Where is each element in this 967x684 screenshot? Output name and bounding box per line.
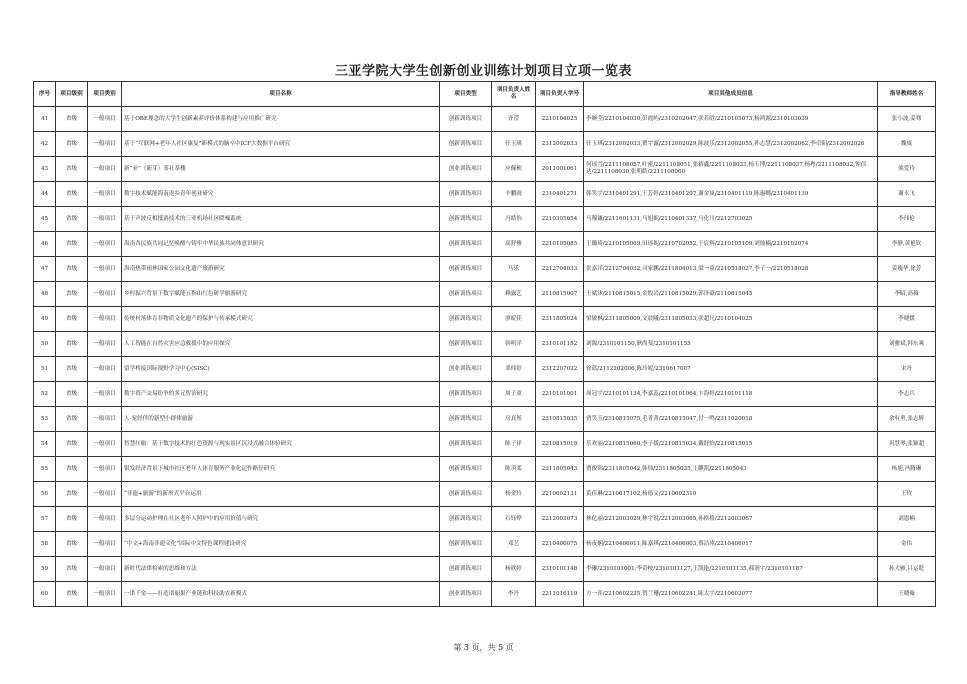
table-row: [34, 207, 936, 232]
cell-leader: 陈子祥: [492, 432, 536, 457]
table-row: [34, 182, 936, 207]
cell-category: 一般项目: [88, 132, 122, 157]
table-row: [34, 157, 936, 182]
table-row: [34, 582, 936, 607]
cell-seq: 46: [34, 232, 56, 257]
cell-name: 新时代法律检索的思维和方法: [122, 557, 440, 582]
cell-type: 创新训练项目: [440, 507, 492, 532]
cell-advisor: 李静,黄艳钦: [878, 232, 936, 257]
cell-seq: 45: [34, 207, 56, 232]
table-row: [34, 357, 936, 382]
cell-leader-id: 2210104025: [536, 107, 584, 132]
cell-members: 李婉莹/2210104030,彭霞屿/2310202047,张若晗/2210105073,杨鸿源/2310103039: [584, 107, 878, 132]
cell-seq: 60: [34, 582, 56, 607]
cell-type: 创新训练项目: [440, 207, 492, 232]
cell-leader: 廖皖佳: [492, 307, 536, 332]
cell-leader: 周子童: [492, 382, 536, 407]
cell-members: 任玉琪/2312002033,瞿宇露/2312002029,陈波乐/2312002055,孙志慧/2312002062,李卓阳/2312002026: [584, 132, 878, 157]
cell-leader-id: 2310815035: [536, 407, 584, 432]
cell-seq: 57: [34, 507, 56, 532]
header-leader: 项目负责人姓名: [492, 82, 536, 107]
table-row: [34, 282, 936, 307]
header-seq: 序号: [34, 82, 56, 107]
table-row: [34, 257, 936, 282]
cell-category: 一般项目: [88, 307, 122, 332]
cell-advisor: 杨旭,冯腾琳: [878, 457, 936, 482]
cell-level: 省级: [56, 507, 88, 532]
cell-members: 林亿丽/2212003029,林宇锐/2212003065,孙格格/2212003067: [584, 507, 878, 532]
cell-category: 一般项目: [88, 382, 122, 407]
table-row: [34, 507, 936, 532]
cell-leader-id: 2210602131: [536, 482, 584, 507]
cell-category: 一般项目: [88, 107, 122, 132]
cell-type: 创新训练项目: [440, 557, 492, 582]
cell-leader-id: 2210305054: [536, 207, 584, 232]
cell-seq: 54: [34, 432, 56, 457]
cell-type: 创新训练项目: [440, 432, 492, 457]
cell-category: 一般项目: [88, 432, 122, 457]
cell-members: 乐欢丽/2210815060,李子媛/2210815034,戴舒怡/2210815015: [584, 432, 878, 457]
cell-leader: 任玉琪: [492, 132, 536, 157]
cell-type: 创新训练项目: [440, 307, 492, 332]
cell-level: 省级: [56, 432, 88, 457]
cell-leader-id: 2311805024: [536, 307, 584, 332]
cell-level: 省级: [56, 407, 88, 432]
page-number: 第 3 页，共 5 页: [453, 643, 514, 652]
cell-type: 创新训练项目: [440, 107, 492, 132]
cell-seq: 53: [34, 407, 56, 432]
cell-type: 创新训练项目: [440, 232, 492, 257]
cell-name: 基于声波反相抵消技术的三亚机场社区降噪系统: [122, 207, 440, 232]
cell-advisor: 李志兵: [878, 382, 936, 407]
cell-name: 新“亚”（新芽）茶社茶楼: [122, 157, 440, 182]
cell-type: 创新训练项目: [440, 132, 492, 157]
table-header-row: [34, 82, 936, 107]
cell-seq: 55: [34, 457, 56, 482]
cell-level: 省级: [56, 132, 88, 157]
cell-name: 银发经济背景下城市社区老年人体育服务产业化运作路径研究: [122, 457, 440, 482]
cell-leader-id: 2210815018: [536, 432, 584, 457]
cell-category: 一般项目: [88, 407, 122, 432]
cell-advisor: 刘恩楠: [878, 507, 936, 532]
table-row: [34, 532, 936, 557]
table-row: [34, 232, 936, 257]
table-row: [34, 432, 936, 457]
cell-advisor: 姜瑰华,徐芳: [878, 257, 936, 282]
cell-category: 一般项目: [88, 507, 122, 532]
cell-leader: 应佩桢: [492, 157, 536, 182]
cell-seq: 52: [34, 382, 56, 407]
cell-advisor: 魏威: [878, 132, 936, 157]
cell-category: 一般项目: [88, 582, 122, 607]
table-row: [34, 132, 936, 157]
cell-seq: 58: [34, 532, 56, 557]
cell-members: 何瑶雪/2211108057,叶密/2211108051,张裕鑫/2211108033,杨玉博/2211108037,杨粤/2211108032,钟伟达/2211108030,张明皓/2211108060: [584, 157, 878, 182]
cell-category: 一般项目: [88, 282, 122, 307]
cell-leader-id: 2210101001: [536, 382, 584, 407]
cell-advisor: 谢永飞: [878, 182, 936, 207]
cell-leader-id: 2310101152: [536, 332, 584, 357]
cell-category: 一般项目: [88, 157, 122, 182]
cell-level: 省级: [56, 357, 88, 382]
cell-advisor: 余有勇,张志辉: [878, 407, 936, 432]
cell-level: 省级: [56, 557, 88, 582]
cell-advisor: 李昭,高薇: [878, 282, 936, 307]
cell-leader: 齐滢: [492, 107, 536, 132]
cell-leader-id: 2011001061: [536, 157, 584, 182]
cell-level: 省级: [56, 382, 88, 407]
cell-advisor: 李晓媛: [878, 307, 936, 332]
cell-advisor: 宋丹: [878, 357, 936, 382]
cell-seq: 50: [34, 332, 56, 357]
cell-members: 刘源/2310101150,耿尚斐/2310101155: [584, 332, 878, 357]
cell-level: 省级: [56, 157, 88, 182]
cell-members: 韩笑宇/2310401291,王芳婷/2310401207,谢金岚/2310401119,陈惠卿/2310401139: [584, 182, 878, 207]
cell-advisor: 王玫: [878, 482, 936, 507]
cell-advisor: 张小波,姜骞: [878, 107, 936, 132]
cell-level: 省级: [56, 257, 88, 282]
cell-level: 省级: [56, 332, 88, 357]
cell-leader: 石钰烨: [492, 507, 536, 532]
cell-type: 创新训练项目: [440, 482, 492, 507]
cell-leader-id: 2310101148: [536, 557, 584, 582]
table-row: [34, 557, 936, 582]
cell-category: 一般项目: [88, 482, 122, 507]
cell-leader: 杨金玲: [492, 482, 536, 507]
cell-members: 王斌沐/2110815015,金殷岩/2110815029,郭泽豪/2110815045: [584, 282, 878, 307]
cell-members: 周冠宇/2210101134,李嘉蕊/2210101064,卞海婷/2210101118: [584, 382, 878, 407]
cell-category: 一般项目: [88, 357, 122, 382]
cell-members: 梁敏枫/2311805009,文晨曦/2311805033,张超凡/2110104025: [584, 307, 878, 332]
cell-level: 省级: [56, 582, 88, 607]
cell-advisor: 孙大雁,吕运乾: [878, 557, 936, 582]
cell-name: 智慧红旅：基于数字技术的红色资源与现实景区沉浸式融合体验研究: [122, 432, 440, 457]
cell-level: 省级: [56, 307, 88, 332]
cell-members: 杨夜娴/2210406011,陈嘉琪/2210406003,蔡洁冰/2210406017: [584, 532, 878, 557]
cell-seq: 51: [34, 357, 56, 382]
cell-type: 创新训练项目: [440, 407, 492, 432]
cell-advisor: 李玮伦: [878, 207, 936, 232]
cell-leader-id: 2210406075: [536, 532, 584, 557]
cell-type: 创新训练项目: [440, 457, 492, 482]
cell-advisor: 巩慧琴,张颖超: [878, 432, 936, 457]
cell-members: 贾笑玉/2310815075,毛菁菁/2210815047,付一鸣/2311020018: [584, 407, 878, 432]
cell-leader-id: 2312207022: [536, 357, 584, 382]
cell-name: 基于“互联网+老年人社区康复”新模式的脑卒中ICF大数据平台研究: [122, 132, 440, 157]
cell-leader-id: 2211016119: [536, 582, 584, 607]
cell-level: 省级: [56, 457, 88, 482]
cell-type: 创新训练项目: [440, 332, 492, 357]
cell-seq: 56: [34, 482, 56, 507]
cell-name: 数字资产交易纷争的多元智治研究: [122, 382, 440, 407]
header-members: 项目其他成员信息: [584, 82, 878, 107]
cell-name: “非遗+旅游”的新形式平台运用: [122, 482, 440, 507]
cell-leader-id: 2312002033: [536, 132, 584, 157]
cell-category: 一般项目: [88, 257, 122, 282]
cell-leader: 高舒雅: [492, 232, 536, 257]
cell-seq: 44: [34, 182, 56, 207]
cell-level: 省级: [56, 182, 88, 207]
cell-seq: 42: [34, 132, 56, 157]
cell-seq: 49: [34, 307, 56, 332]
cell-type: 创新训练项目: [440, 282, 492, 307]
cell-leader: 邓炜婷: [492, 357, 536, 382]
header-name: 项目名称: [122, 82, 440, 107]
cell-members: 马穆谦/2211601131,马旭妮/2110401337,马化川/2212703025: [584, 207, 878, 232]
cell-members: 黄佳琳/2210617102,杨德文/2210602310: [584, 482, 878, 507]
cell-category: 一般项目: [88, 557, 122, 582]
cell-seq: 43: [34, 157, 56, 182]
cell-name: 一诺千金——打造诺丽果产业链和科技助农新模式: [122, 582, 440, 607]
cell-leader: 陈羽柔: [492, 457, 536, 482]
cell-name: 乡村振兴背景下数字赋能五指山红色研学旅游研究: [122, 282, 440, 307]
header-type: 项目类型: [440, 82, 492, 107]
header-advisor: 指导教师姓名: [878, 82, 936, 107]
cell-leader-id: 2110815007: [536, 282, 584, 307]
cell-seq: 47: [34, 257, 56, 282]
cell-name: 留学桥接国际视野学习中心(SISC): [122, 357, 440, 382]
table-row: [34, 307, 936, 332]
cell-name: 传统村落体育非物质文化遗产的保护与传承模式研究: [122, 307, 440, 332]
cell-advisor: 王晓薇: [878, 582, 936, 607]
cell-name: 人-宠经伴的新型小群体旅游: [122, 407, 440, 432]
cell-type: 创业训练项目: [440, 157, 492, 182]
table-row: [34, 107, 936, 132]
cell-level: 省级: [56, 232, 88, 257]
cell-name: 多层分运动护理在社区老年人照护中的应用价值与研究: [122, 507, 440, 532]
cell-level: 省级: [56, 282, 88, 307]
cell-level: 省级: [56, 107, 88, 132]
cell-members: 贾俊锦/2311805042,韩炜/2311805035,王麒凯/2211805043: [584, 457, 878, 482]
cell-type: 创新训练项目: [440, 257, 492, 282]
table-row: [34, 482, 936, 507]
cell-leader-id: 2212704033: [536, 257, 584, 282]
cell-name: 海南各民族共同记忆唤醒与铸牢中华民族共同体意识研究: [122, 232, 440, 257]
cell-level: 省级: [56, 532, 88, 557]
project-table: [33, 81, 936, 607]
cell-type: 创业训练项目: [440, 582, 492, 607]
header-leader-id: 项目负责人学号: [536, 82, 584, 107]
cell-seq: 59: [34, 557, 56, 582]
cell-members: 李琳/2310101001,李奇桉/2310101127,王凯艳/2210101135,郝润宇/2310101187: [584, 557, 878, 582]
cell-type: 创新训练项目: [440, 182, 492, 207]
cell-level: 省级: [56, 482, 88, 507]
table-row: [34, 407, 936, 432]
cell-category: 一般项目: [88, 232, 122, 257]
cell-name: 基于OBE理念的大学生创新素养评价体系构建与应用推广研究: [122, 107, 440, 132]
cell-type: 创业训练项目: [440, 357, 492, 382]
cell-members: 张嘉洋/2212704032,司家鹏/2211804013,梁一童/2210518027,李子一/2210518028: [584, 257, 878, 282]
cell-category: 一般项目: [88, 532, 122, 557]
cell-members: 方一萍/2210602235,贺兰珊/2210602241,陈太宇/2210602077: [584, 582, 878, 607]
cell-leader: 杨欣婷: [492, 557, 536, 582]
table-row: [34, 332, 936, 357]
cell-name: 人工智能在自然灾害应急救援中的应用探究: [122, 332, 440, 357]
cell-members: 徐蓝/2112202006,陈玲妮/2310617007: [584, 357, 878, 382]
table-row: [34, 382, 936, 407]
cell-type: 创新训练项目: [440, 382, 492, 407]
page-title: 三亚学院大学生创新创业训练计划项目立项一览表: [334, 64, 632, 79]
header-category: 项目类别: [88, 82, 122, 107]
cell-leader: 韩明洋: [492, 332, 536, 357]
cell-advisor: 熊爱玲: [878, 157, 936, 182]
cell-advisor: 金伟: [878, 532, 936, 557]
cell-leader: 房真彤: [492, 407, 536, 432]
cell-seq: 41: [34, 107, 56, 132]
cell-category: 一般项目: [88, 182, 122, 207]
table-row: [34, 457, 936, 482]
cell-leader: 辛鹏雨: [492, 182, 536, 207]
cell-name: 海南热带雨林国家公园文化遗产旅游研究: [122, 257, 440, 282]
cell-seq: 48: [34, 282, 56, 307]
cell-leader-id: 2212003073: [536, 507, 584, 532]
cell-leader: 马乐: [492, 257, 536, 282]
cell-category: 一般项目: [88, 457, 122, 482]
cell-category: 一般项目: [88, 332, 122, 357]
cell-leader: 邓艺: [492, 532, 536, 557]
cell-leader: 赖露艺: [492, 282, 536, 307]
cell-name: “中文+海南非遗文化”国际中文特色课程建设研究: [122, 532, 440, 557]
cell-leader-id: 2311805043: [536, 457, 584, 482]
cell-category: 一般项目: [88, 207, 122, 232]
cell-type: 创新训练项目: [440, 532, 492, 557]
cell-leader: 冯皓怡: [492, 207, 536, 232]
cell-name: 数字技术赋能海南返乡青年创业研究: [122, 182, 440, 207]
cell-advisor: 刘雅斌,韩东爽: [878, 332, 936, 357]
cell-leader: 李丹: [492, 582, 536, 607]
cell-level: 省级: [56, 207, 88, 232]
cell-members: 王璐琦/2210105069,田瑶妮/2210702052,于宸辉/2210105109,刘灿楠/2210102074: [584, 232, 878, 257]
cell-leader-id: 2310401271: [536, 182, 584, 207]
header-level: 项目级别: [56, 82, 88, 107]
cell-leader-id: 2210105085: [536, 232, 584, 257]
